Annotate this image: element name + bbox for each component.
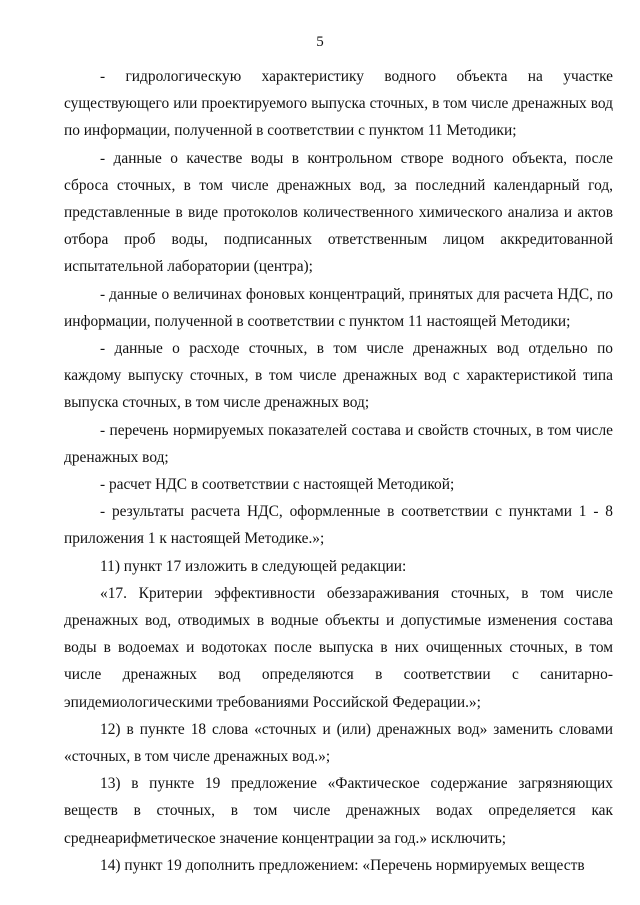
- document-body: [64, 63, 613, 879]
- paragraph-item-13: 13) в пункте 19 предложение «Фактическое содержание загрязняющих веществ в сточных, в том числе дренажных водах определяется как среднеарифметическое значение концентрации за год.» исключить;: [64, 775, 613, 847]
- paragraph-item-17-text: «17. Критерии эффективности обеззараживания сточных, в том числе дренажных вод, отводимых в водные объекты и допустимые изменения состава воды в водоемах и водотоках после выпуска в них очищенных сточных, в том числе дренажных вод определяются в соответствии с санитарно-эпидемиологическими требованиями Российской Федерации.»;: [64, 584, 613, 711]
- paragraph-hydrological-characteristic: - гидрологическую характеристику водного объекта на участке существующего или проектируемого выпуска сточных, в том числе дренажных вод по информации, полученной в соответствии с пунктом 11 Методики;: [64, 68, 613, 140]
- paragraph-background-concentrations: - данные о величинах фоновых концентраций, принятых для расчета НДС, по информации, полученной в соответствии с пунктом 11 настоящей Методики;: [64, 285, 613, 330]
- paragraph-item-14: 14) пункт 19 дополнить предложением: «Перечень нормируемых веществ: [100, 856, 585, 874]
- paragraph-nds-results: - результаты расчета НДС, оформленные в соответствии с пунктами 1 - 8 приложения 1 к настоящей Методике.»;: [64, 503, 613, 548]
- paragraph-item-11: 11) пункт 17 изложить в следующей редакции:: [100, 557, 407, 575]
- page-number: 5: [316, 34, 324, 50]
- paragraph-water-quality-data: - данные о качестве воды в контрольном створе водного объекта, после сброса сточных, в том числе дренажных вод, за последний календарный год, представленные в виде протоколов количественного химического анализа и актов отбора проб воды, подписанных ответственным лицом аккредитованной испытательной лаборатории (центра);: [64, 149, 613, 276]
- paragraph-wastewater-flow: - данные о расходе сточных, в том числе дренажных вод отдельно по каждому выпуску сточных, в том числе дренажных вод с характеристикой типа выпуска сточных, в том числе дренажных вод;: [64, 340, 613, 412]
- paragraph-nds-calculation: - расчет НДС в соответствии с настоящей Методикой;: [100, 476, 455, 494]
- paragraph-normalized-indicators: - перечень нормируемых показателей состава и свойств сточных, в том числе дренажных вод;: [64, 421, 613, 466]
- paragraph-item-12: 12) в пункте 18 слова «сточных и (или) дренажных вод» заменить словами «сточных, в том числе дренажных вод.»;: [64, 720, 613, 766]
